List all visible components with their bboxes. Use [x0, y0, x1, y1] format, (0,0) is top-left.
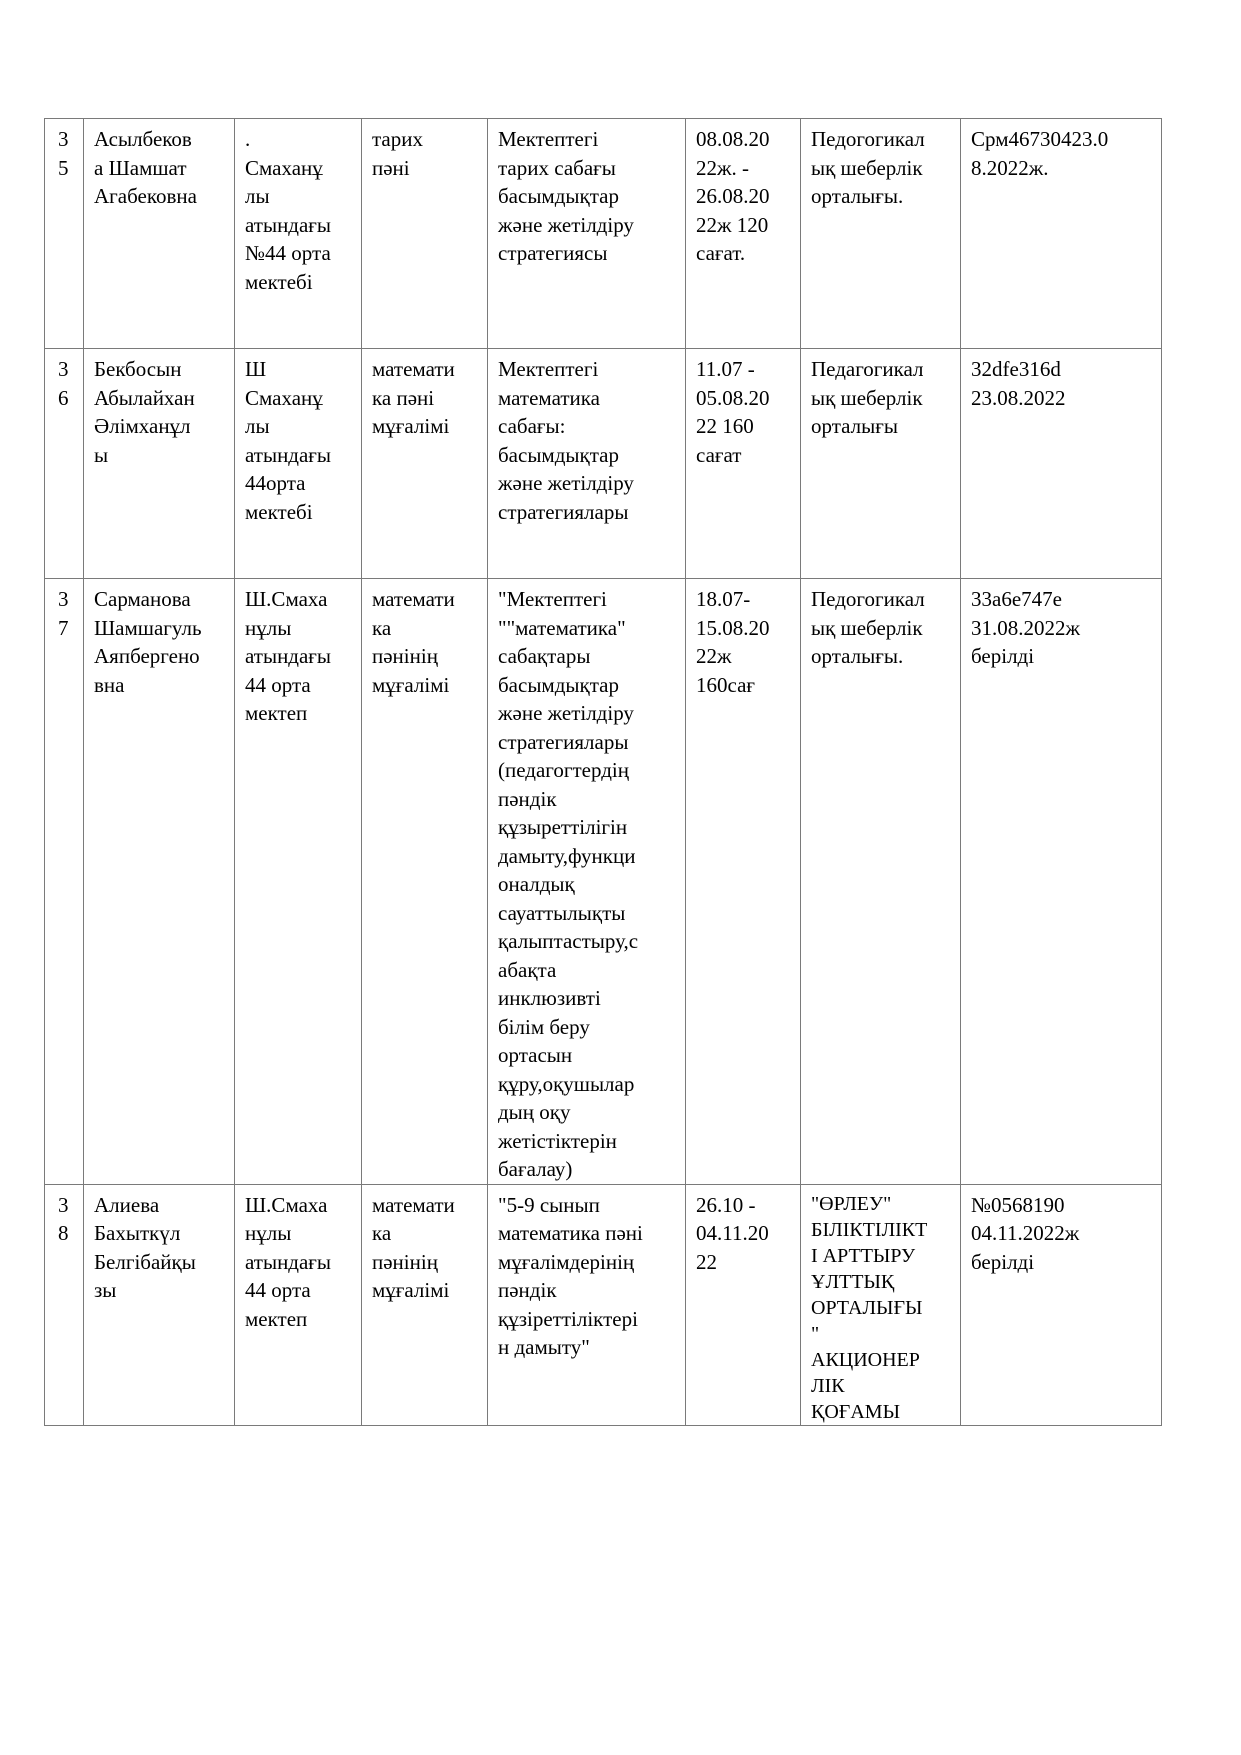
table-row — [45, 119, 1162, 349]
school-cell — [235, 1184, 362, 1425]
school-cell — [235, 119, 362, 349]
course-cell — [488, 1184, 686, 1425]
table-row — [45, 349, 1162, 579]
subject: тарих пәні — [372, 127, 423, 180]
course-cell — [488, 579, 686, 1185]
dates-cell — [686, 579, 801, 1185]
school-name: Ш Смаханұ лы атындағы 44орта мектебі — [245, 357, 332, 524]
certificate-cell — [961, 349, 1162, 579]
row-number-cell — [45, 579, 84, 1185]
records-table — [44, 118, 1162, 1426]
subject-cell — [362, 579, 488, 1185]
organizer-cell — [801, 1184, 961, 1425]
course-dates: 18.07- 15.08.20 22ж 160сағ — [696, 587, 770, 697]
row-number: 3 6 — [58, 357, 69, 410]
certificate-cell — [961, 119, 1162, 349]
name-cell — [84, 349, 235, 579]
course-cell — [488, 119, 686, 349]
school-cell — [235, 349, 362, 579]
subject-cell — [362, 1184, 488, 1425]
course-title: Мектептегі тарих сабағы басымдықтар және жетілдіру стратегиясы — [498, 127, 634, 265]
row-number-cell — [45, 119, 84, 349]
subject: математи ка пәнінің мұғалімі — [372, 587, 455, 697]
school-name: . Смаханұ лы атындағы №44 орта мектебі — [245, 127, 332, 294]
table-row — [45, 1184, 1162, 1425]
subject: математи ка пәнінің мұғалімі — [372, 1192, 455, 1302]
school-name: Ш.Смаха нұлы атындағы 44 орта мектеп — [245, 1192, 332, 1331]
teacher-name: Асылбеков а Шамшат Агабековна — [94, 127, 197, 208]
row-number: 3 5 — [58, 127, 69, 180]
course-dates: 08.08.20 22ж. - 26.08.20 22ж 120 сағат. — [696, 127, 770, 265]
table-row — [45, 579, 1162, 1185]
row-number-cell — [45, 1184, 84, 1425]
row-number-cell — [45, 349, 84, 579]
row-number: 3 7 — [58, 587, 69, 640]
subject-cell — [362, 349, 488, 579]
name-cell — [84, 119, 235, 349]
organizer-cell — [801, 579, 961, 1185]
certificate-number: №0568190 04.11.2022ж берілді — [971, 1192, 1080, 1274]
organizer: Педогогикал ық шеберлік орталығы. — [811, 587, 925, 668]
dates-cell — [686, 1184, 801, 1425]
certificate-number: Срм46730423.0 8.2022ж. — [971, 127, 1109, 180]
certificate-number: 33а6е747е 31.08.2022ж берілді — [971, 587, 1081, 668]
course-title: Мектептегі математика сабағы: басымдықтар және жетілдіру стратегиялары — [498, 357, 634, 524]
organizer-cell — [801, 349, 961, 579]
dates-cell — [686, 349, 801, 579]
teacher-name: Бекбосын Абылайхан Әлімханұл ы — [94, 357, 195, 467]
course-title: "Мектептегі ""математика" сабақтары басымдықтар және жетілдіру стратегиялары (педагогтердің пәндік құзыреттілігін дамыту,функци оналдық сауаттылықты қалыптастыру,с абақта инклюзивті білім беру ортасын құру,оқушылар дың оқу жетістіктерін бағалау) — [498, 587, 639, 1181]
course-title: "5-9 сынып математика пәні мұғалімдерінің пәндік құзіреттіліктері н дамыту" — [498, 1192, 643, 1359]
name-cell — [84, 1184, 235, 1425]
teacher-name: Сарманова Шамшагуль Аяпбергено вна — [94, 587, 202, 697]
teacher-name: Алиева Бахыткүл Белгібайқы зы — [94, 1192, 196, 1302]
subject: математи ка пәні мұғалімі — [372, 357, 455, 438]
organizer: Педагогикал ық шеберлік орталығы — [811, 357, 924, 438]
organizer: Педогогикал ық шеберлік орталығы. — [811, 127, 925, 208]
organizer-cell — [801, 119, 961, 349]
course-dates: 11.07 - 05.08.20 22 160 сағат — [696, 357, 770, 467]
certificate-cell — [961, 579, 1162, 1185]
dates-cell — [686, 119, 801, 349]
row-number: 3 8 — [58, 1192, 69, 1245]
organizer: "ӨРЛЕУ" БІЛІКТІЛІКТ І АРТТЫРУ ҰЛТТЫҚ ОРТАЛЫҒЫ " АКЦИОНЕР ЛІК ҚОҒАМЫ — [811, 1192, 928, 1423]
subject-cell — [362, 119, 488, 349]
name-cell — [84, 579, 235, 1185]
certificate-cell — [961, 1184, 1162, 1425]
school-name: Ш.Смаха нұлы атындағы 44 орта мектеп — [245, 587, 332, 725]
school-cell — [235, 579, 362, 1185]
certificate-number: 32dfe316d 23.08.2022 — [971, 357, 1066, 410]
course-cell — [488, 349, 686, 579]
course-dates: 26.10 - 04.11.20 22 — [696, 1192, 769, 1274]
